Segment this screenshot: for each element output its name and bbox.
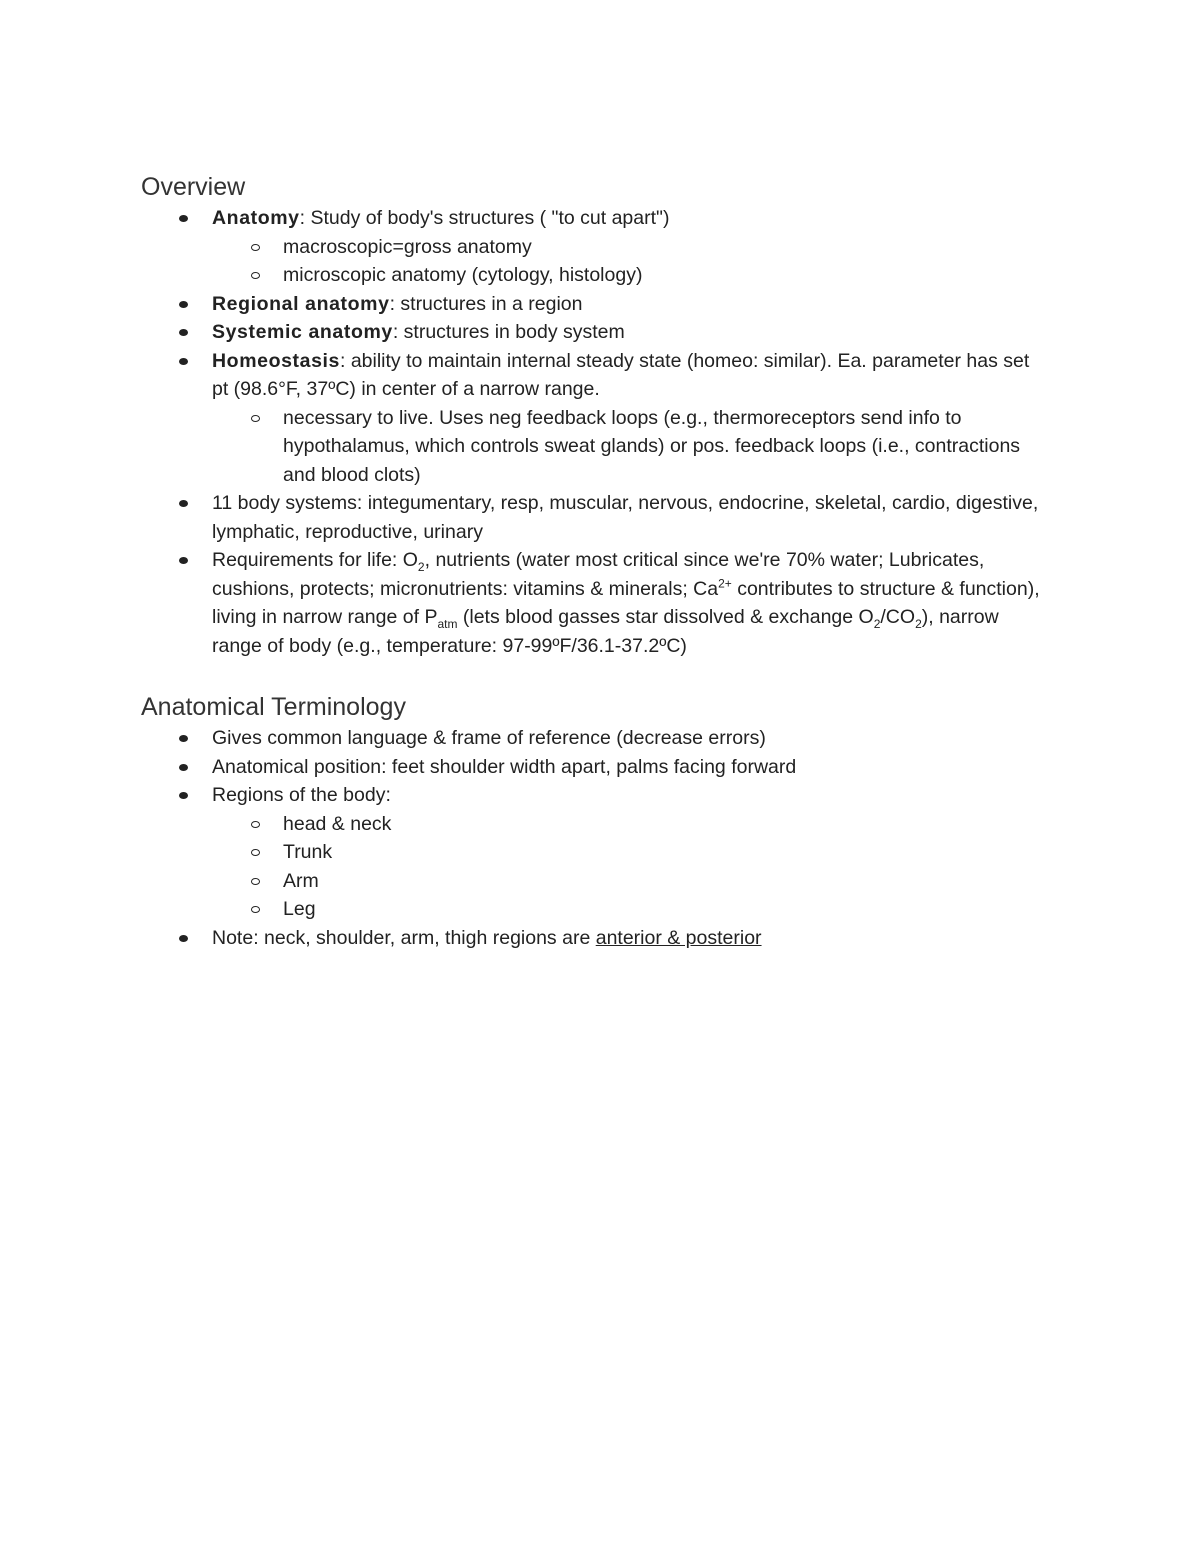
list-item-region: Trunk xyxy=(212,838,1041,867)
req-sub-co2: 2 xyxy=(915,616,922,631)
list-item-regional xyxy=(141,290,1041,319)
terminology-heading: Anatomical Terminology xyxy=(141,693,406,721)
list-item-region: Arm xyxy=(212,867,1041,896)
note-prefix: Note: neck, shoulder, arm, thigh regions are xyxy=(212,926,596,949)
list-item-requirements xyxy=(141,546,1041,660)
def-regional: : structures in a region xyxy=(389,292,583,315)
list-item-regions xyxy=(141,781,1041,924)
list-item-note xyxy=(141,924,1041,953)
note-underlined: anterior & posterior xyxy=(595,926,762,949)
anatomy-sublist xyxy=(212,233,1041,290)
req-sup-ca: 2+ xyxy=(718,576,732,590)
regions-sublist xyxy=(212,810,1041,924)
list-item-feedback-loops: necessary to live. Uses neg feedback loops (e.g., thermoreceptors send info to hypothalamus, which controls sweat glands) or pos. feedback loops (i.e., contractions and blood clots) xyxy=(212,404,1041,490)
list-item-body-systems: 11 body systems: integumentary, resp, muscular, nervous, endocrine, skeletal, cardio, digestive, lymphatic, reproductive, urinary xyxy=(141,489,1041,546)
req-text-4: (lets blood gasses star dissolved & exchange O xyxy=(457,606,874,628)
document-content xyxy=(141,170,1041,952)
req-text-3: contributes to structure & function), living in narrow range of P xyxy=(212,577,1040,628)
overview-list xyxy=(141,204,1041,660)
terminology-list xyxy=(141,724,1041,952)
req-text-1: Requirements for life: O xyxy=(212,549,418,571)
list-item-anatomical-position: Anatomical position: feet shoulder width apart, palms facing forward xyxy=(141,753,1041,782)
list-item-microscopic: microscopic anatomy (cytology, histology) xyxy=(212,261,1041,290)
term-systemic: Systemic anatomy xyxy=(212,321,393,343)
req-text-6: ), narrow range of body (e.g., temperature: 97-99ºF/36.1-37.2ºC) xyxy=(212,606,999,657)
req-sub-atm: atm xyxy=(437,616,458,631)
def-homeostasis: : ability to maintain internal steady state (homeo: similar). Ea. parameter has set pt (98.6°F, 37ºC) in center of a narrow range. xyxy=(212,349,1030,400)
list-item-anatomy xyxy=(141,204,1041,290)
req-sub-o2-exchange: 2 xyxy=(873,616,881,631)
req-sub-o2: 2 xyxy=(417,559,425,574)
def-systemic: : structures in body system xyxy=(392,321,625,343)
term-homeostasis: Homeostasis xyxy=(212,349,340,372)
list-item-systemic xyxy=(141,318,1041,347)
list-item-macroscopic: macroscopic=gross anatomy xyxy=(212,233,1041,262)
list-item-homeostasis xyxy=(141,347,1041,490)
list-item-region: head & neck xyxy=(212,810,1041,839)
term-regional: Regional anatomy xyxy=(212,292,390,315)
list-item-common-language: Gives common language & frame of reference (decrease errors) xyxy=(141,724,1041,753)
overview-heading: Overview xyxy=(141,173,246,201)
homeostasis-sublist xyxy=(212,404,1041,490)
req-text-2: , nutrients (water most critical since we're 70% water; Lubricates, cushions, protects; micronutrients: vitamins & minerals; Ca xyxy=(212,549,985,600)
def-anatomy: : Study of body's structures ( "to cut apart") xyxy=(299,207,670,229)
req-text-5: /CO xyxy=(880,606,916,628)
list-item-region: Leg xyxy=(212,895,1041,924)
term-anatomy: Anatomy xyxy=(212,207,300,229)
regions-label: Regions of the body: xyxy=(212,784,391,806)
